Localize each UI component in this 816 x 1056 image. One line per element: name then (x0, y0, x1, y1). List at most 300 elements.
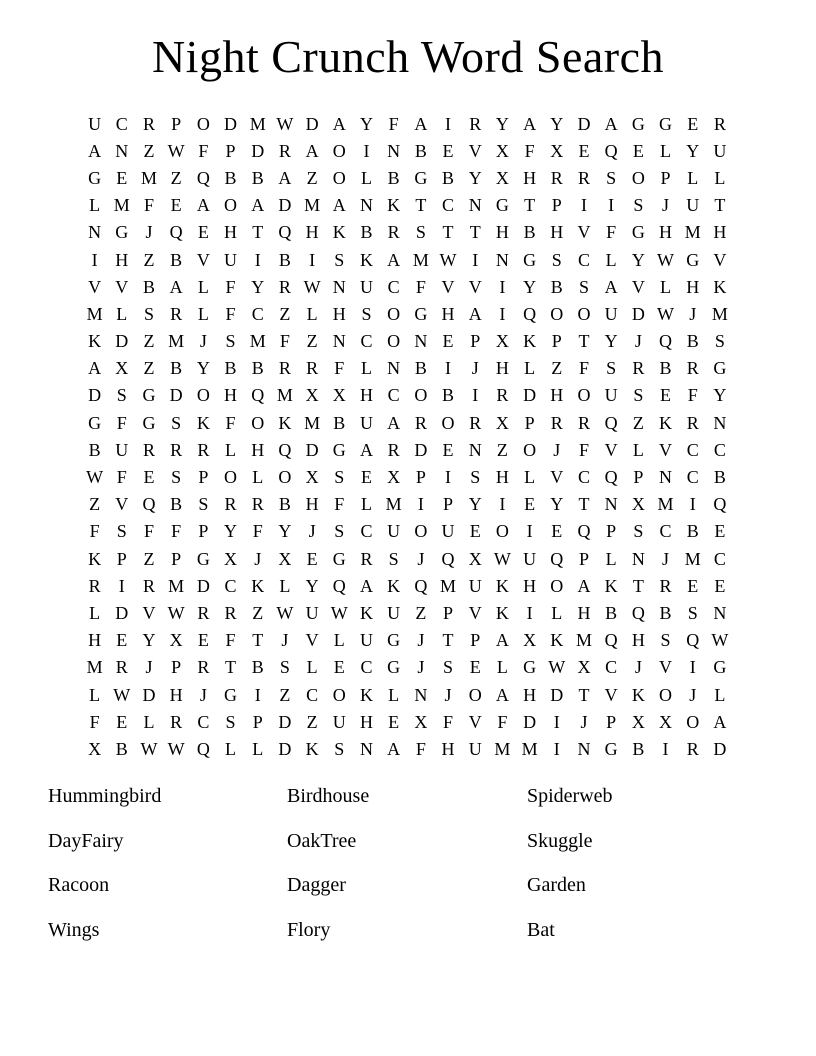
grid-letter: B (442, 167, 455, 188)
grid-letter: N (387, 140, 401, 161)
grid-letter: N (88, 222, 102, 243)
grid-letter: L (714, 167, 726, 188)
grid-letter: Y (550, 113, 564, 134)
grid-letter: O (387, 331, 401, 352)
grid-letter: F (116, 412, 127, 433)
grid-letter: R (469, 412, 482, 433)
grid-letter: U (115, 439, 129, 460)
grid-letter: C (387, 385, 400, 406)
grid-letter: F (524, 140, 535, 161)
grid-letter: K (359, 602, 373, 623)
grid-letter: Z (306, 167, 318, 188)
grid-letter: R (197, 439, 210, 460)
grid-letter: M (86, 303, 103, 324)
grid-letter: G (631, 222, 645, 243)
grid-letter: S (415, 222, 426, 243)
grid-letter: M (494, 738, 511, 759)
grid-letter: B (88, 439, 101, 460)
grid-letter: T (442, 222, 454, 243)
grid-letter: G (523, 249, 537, 270)
grid-letter: T (469, 222, 481, 243)
grid-letter: B (414, 140, 427, 161)
grid-letter: Z (143, 358, 155, 379)
grid-letter: J (199, 684, 207, 705)
grid-letter: Y (278, 521, 292, 542)
grid-letter: G (88, 412, 102, 433)
grid-letter: I (689, 494, 696, 515)
grid-letter: C (115, 113, 128, 134)
grid-letter: V (659, 657, 673, 678)
grid-letter: G (332, 548, 346, 569)
grid-letter: O (577, 303, 591, 324)
grid-letter: B (170, 358, 183, 379)
grid-letter: U (604, 303, 618, 324)
grid-letter: E (442, 140, 454, 161)
grid-letter: K (604, 575, 618, 596)
grid-letter: T (252, 222, 264, 243)
grid-letter: F (225, 630, 236, 651)
grid-letter: Q (523, 303, 537, 324)
grid-letter: N (414, 331, 428, 352)
grid-letter: S (633, 521, 644, 542)
grid-letter: D (414, 439, 428, 460)
grid-letter: L (116, 303, 128, 324)
grid-letter: C (360, 521, 373, 542)
grid-letter: R (713, 113, 726, 134)
grid-letter: R (197, 602, 210, 623)
grid-letter: K (495, 602, 509, 623)
grid-letter: P (470, 331, 481, 352)
grid-letter: F (415, 738, 426, 759)
grid-letter: Q (604, 467, 618, 488)
grid-letter: O (659, 684, 673, 705)
grid-letter: Q (196, 167, 210, 188)
grid-letter: P (470, 630, 481, 651)
grid-letter: R (142, 439, 155, 460)
grid-letter: H (441, 738, 455, 759)
grid-letter: X (305, 467, 319, 488)
grid-letter: A (468, 303, 482, 324)
grid-letter: L (89, 684, 101, 705)
grid-letter: X (577, 657, 591, 678)
grid-letter: M (711, 303, 728, 324)
grid-letter: K (278, 412, 292, 433)
grid-letter: P (443, 602, 454, 623)
grid-letter: Y (631, 249, 645, 270)
grid-letter: W (167, 140, 185, 161)
grid-letter: X (387, 467, 401, 488)
grid-letter: S (334, 521, 345, 542)
grid-letter: L (360, 358, 372, 379)
grid-letter: O (387, 303, 401, 324)
grid-letter: B (686, 331, 699, 352)
grid-letter: E (170, 195, 182, 216)
grid-letter: Z (496, 439, 508, 460)
grid-letter: F (198, 140, 209, 161)
grid-letter: B (414, 358, 427, 379)
grid-letter: A (169, 276, 183, 297)
grid-letter: B (686, 521, 699, 542)
grid-letter: N (332, 276, 346, 297)
grid-letter: E (116, 711, 128, 732)
grid-letter: F (334, 358, 345, 379)
grid-letter: E (469, 657, 481, 678)
grid-letter: E (714, 521, 726, 542)
grid-letter: O (196, 113, 210, 134)
grid-letter: Y (305, 575, 319, 596)
grid-letter: S (606, 358, 617, 379)
grid-letter: A (332, 195, 346, 216)
grid-letter: K (251, 575, 265, 596)
grid-letter: N (468, 195, 482, 216)
grid-letter: L (388, 684, 400, 705)
grid-letter: S (361, 303, 372, 324)
grid-letter: O (278, 467, 292, 488)
grid-letter: B (442, 385, 455, 406)
grid-letter: K (659, 412, 673, 433)
grid-letter: E (524, 494, 536, 515)
grid-letter: O (631, 167, 645, 188)
grid-letter: Z (632, 412, 644, 433)
grid-letter: O (550, 303, 564, 324)
grid-letter: S (470, 467, 481, 488)
grid-letter: G (387, 630, 401, 651)
grid-letter: O (196, 385, 210, 406)
grid-letter: Z (143, 140, 155, 161)
grid-letter: F (443, 711, 454, 732)
grid-letter: M (521, 738, 538, 759)
grid-letter: H (495, 358, 509, 379)
word-search-grid (81, 110, 734, 763)
grid-letter: R (577, 167, 590, 188)
grid-letter: S (334, 467, 345, 488)
grid-letter: O (468, 684, 482, 705)
grid-letter: W (657, 249, 675, 270)
grid-letter: L (660, 140, 672, 161)
grid-letter: C (713, 439, 726, 460)
grid-letter: W (548, 657, 566, 678)
grid-letter: C (686, 439, 699, 460)
grid-letter: H (441, 303, 455, 324)
grid-letter: U (305, 602, 319, 623)
grid-letter: J (553, 439, 561, 460)
grid-letter: E (687, 113, 699, 134)
grid-letter: U (686, 195, 700, 216)
grid-letter: D (577, 113, 591, 134)
grid-letter: B (523, 222, 536, 243)
grid-letter: Z (306, 711, 318, 732)
grid-letter: U (468, 738, 482, 759)
grid-letter: R (170, 303, 183, 324)
grid-letter: X (523, 630, 537, 651)
grid-letter: M (575, 630, 592, 651)
grid-letter: A (577, 575, 591, 596)
grid-letter: C (224, 575, 237, 596)
grid-letter: L (714, 684, 726, 705)
grid-letter: Q (686, 630, 700, 651)
grid-letter: Z (306, 331, 318, 352)
grid-letter: V (468, 140, 482, 161)
grid-letter: L (225, 439, 237, 460)
grid-letter: F (225, 303, 236, 324)
grid-letter: L (197, 303, 209, 324)
grid-letter: Z (252, 602, 264, 623)
word-list-item: OakTree (287, 829, 357, 852)
grid-letter: F (687, 385, 698, 406)
grid-letter: H (523, 167, 537, 188)
grid-letter: Q (659, 331, 673, 352)
grid-letter: G (495, 195, 509, 216)
grid-letter: H (686, 276, 700, 297)
grid-letter: M (113, 195, 130, 216)
grid-letter: C (360, 657, 373, 678)
grid-letter: X (631, 494, 645, 515)
grid-letter: E (442, 439, 454, 460)
grid-letter: O (224, 195, 238, 216)
grid-letter: K (332, 222, 346, 243)
grid-letter: I (417, 494, 424, 515)
grid-letter: V (659, 439, 673, 460)
grid-letter: J (417, 630, 425, 651)
grid-letter: C (659, 521, 672, 542)
grid-letter: Y (604, 331, 618, 352)
grid-letter: D (88, 385, 102, 406)
word-list-item: Birdhouse (287, 785, 370, 808)
grid-letter: E (442, 331, 454, 352)
word-list-column (48, 774, 161, 952)
grid-letter: Y (713, 385, 727, 406)
grid-letter: X (115, 358, 129, 379)
grid-letter: L (524, 358, 536, 379)
grid-letter: I (118, 575, 125, 596)
grid-letter: F (143, 195, 154, 216)
grid-letter: F (89, 521, 100, 542)
grid-letter: K (88, 548, 102, 569)
grid-letter: U (713, 140, 727, 161)
grid-letter: X (169, 630, 183, 651)
grid-letter: B (142, 276, 155, 297)
grid-letter: S (279, 657, 290, 678)
grid-letter: I (363, 140, 370, 161)
grid-letter: U (387, 521, 401, 542)
grid-letter: H (224, 222, 238, 243)
grid-letter: D (713, 738, 727, 759)
grid-letter: S (334, 738, 345, 759)
grid-letter: A (251, 195, 265, 216)
grid-letter: J (689, 684, 697, 705)
grid-letter: R (360, 548, 373, 569)
grid-letter: D (251, 140, 265, 161)
grid-letter: I (662, 738, 669, 759)
grid-letter: F (497, 711, 508, 732)
grid-letter: A (359, 439, 373, 460)
word-list-item: Hummingbird (48, 785, 162, 808)
grid-letter: U (359, 412, 373, 433)
grid-letter: Q (414, 575, 428, 596)
grid-letter: M (385, 494, 402, 515)
grid-letter: I (309, 249, 316, 270)
grid-letter: K (550, 630, 564, 651)
grid-letter: L (687, 167, 699, 188)
grid-letter: H (359, 385, 373, 406)
grid-letter: D (278, 711, 292, 732)
grid-letter: M (86, 657, 103, 678)
grid-letter: H (359, 711, 373, 732)
grid-letter: Z (551, 358, 563, 379)
grid-letter: R (88, 575, 101, 596)
grid-letter: L (197, 276, 209, 297)
grid-letter: X (305, 385, 319, 406)
grid-letter: L (333, 630, 345, 651)
word-list-column (287, 774, 369, 952)
grid-letter: Q (441, 548, 455, 569)
grid-letter: M (168, 575, 185, 596)
grid-letter: H (88, 630, 102, 651)
grid-letter: Z (170, 167, 182, 188)
grid-letter: E (714, 575, 726, 596)
grid-letter: N (604, 494, 618, 515)
grid-letter: H (577, 602, 591, 623)
grid-letter: R (224, 602, 237, 623)
grid-letter: B (251, 358, 264, 379)
grid-letter: Y (224, 521, 238, 542)
grid-letter: M (249, 331, 266, 352)
grid-letter: P (443, 494, 454, 515)
grid-letter: T (524, 195, 536, 216)
grid-letter: L (306, 303, 318, 324)
grid-letter: C (605, 657, 618, 678)
grid-letter: X (332, 385, 346, 406)
grid-letter: P (660, 167, 671, 188)
grid-letter: D (631, 303, 645, 324)
grid-letter: S (551, 249, 562, 270)
grid-letter: X (495, 331, 509, 352)
grid-letter: L (306, 657, 318, 678)
grid-letter: X (468, 548, 482, 569)
grid-letter: R (115, 657, 128, 678)
grid-letter: A (88, 140, 102, 161)
grid-letter: A (414, 113, 428, 134)
grid-letter: N (115, 140, 129, 161)
grid-letter: X (550, 140, 564, 161)
grid-letter: X (495, 167, 509, 188)
grid-letter: B (251, 657, 264, 678)
grid-letter: F (252, 521, 263, 542)
grid-letter: K (305, 738, 319, 759)
grid-letter: B (333, 412, 346, 433)
grid-letter: A (305, 140, 319, 161)
grid-letter: I (553, 711, 560, 732)
grid-letter: B (170, 249, 183, 270)
grid-letter: R (278, 358, 291, 379)
grid-letter: I (499, 303, 506, 324)
grid-letter: V (577, 222, 591, 243)
grid-letter: U (332, 711, 346, 732)
grid-letter: J (662, 195, 670, 216)
word-list-item: Dagger (287, 874, 346, 897)
grid-letter: W (439, 249, 457, 270)
grid-letter: R (278, 276, 291, 297)
grid-letter: J (689, 303, 697, 324)
grid-letter: F (143, 521, 154, 542)
grid-letter: L (496, 657, 508, 678)
grid-letter: S (633, 385, 644, 406)
grid-letter: G (713, 358, 727, 379)
grid-letter: E (632, 140, 644, 161)
word-list-item: DayFairy (48, 829, 124, 852)
grid-letter: H (169, 684, 183, 705)
grid-letter: K (631, 684, 645, 705)
grid-letter: B (550, 276, 563, 297)
grid-letter: O (523, 439, 537, 460)
grid-letter: V (88, 276, 102, 297)
grid-letter: D (278, 195, 292, 216)
grid-letter: B (632, 738, 645, 759)
grid-letter: E (143, 467, 155, 488)
grid-letter: W (113, 684, 131, 705)
grid-letter: V (196, 249, 210, 270)
grid-letter: Y (468, 167, 482, 188)
grid-letter: R (387, 222, 400, 243)
grid-letter: D (550, 684, 564, 705)
grid-letter: Q (604, 630, 618, 651)
grid-letter: J (417, 657, 425, 678)
grid-letter: A (332, 113, 346, 134)
grid-letter: V (142, 602, 156, 623)
grid-letter: Y (142, 630, 156, 651)
grid-letter: Z (89, 494, 101, 515)
grid-letter: J (580, 711, 588, 732)
grid-letter: U (359, 630, 373, 651)
grid-letter: F (388, 113, 399, 134)
grid-letter: J (444, 684, 452, 705)
grid-letter: D (115, 602, 129, 623)
grid-letter: B (224, 167, 237, 188)
grid-letter: F (578, 439, 589, 460)
grid-letter: R (224, 494, 237, 515)
grid-letter: X (88, 738, 102, 759)
grid-letter: G (659, 113, 673, 134)
grid-letter: M (249, 113, 266, 134)
grid-letter: J (254, 548, 262, 569)
grid-letter: W (657, 303, 675, 324)
grid-letter: V (115, 276, 129, 297)
grid-letter: E (578, 140, 590, 161)
grid-letter: J (145, 222, 153, 243)
grid-letter: O (224, 467, 238, 488)
grid-letter: H (550, 222, 564, 243)
grid-letter: Y (686, 140, 700, 161)
grid-letter: E (360, 467, 372, 488)
page-title: Night Crunch Word Search (151, 31, 665, 82)
grid-letter: R (197, 657, 210, 678)
grid-letter: G (523, 657, 537, 678)
grid-letter: H (115, 249, 129, 270)
grid-letter: T (225, 657, 237, 678)
grid-letter: I (445, 358, 452, 379)
grid-letter: A (604, 276, 618, 297)
grid-letter: S (687, 602, 698, 623)
grid-letter: G (115, 222, 129, 243)
grid-letter: N (713, 412, 727, 433)
grid-letter: S (171, 467, 182, 488)
grid-letter: D (278, 738, 292, 759)
grid-letter: S (198, 494, 209, 515)
grid-letter: L (89, 195, 101, 216)
grid-letter: C (197, 711, 210, 732)
grid-letter: B (387, 167, 400, 188)
grid-letter: X (495, 412, 509, 433)
